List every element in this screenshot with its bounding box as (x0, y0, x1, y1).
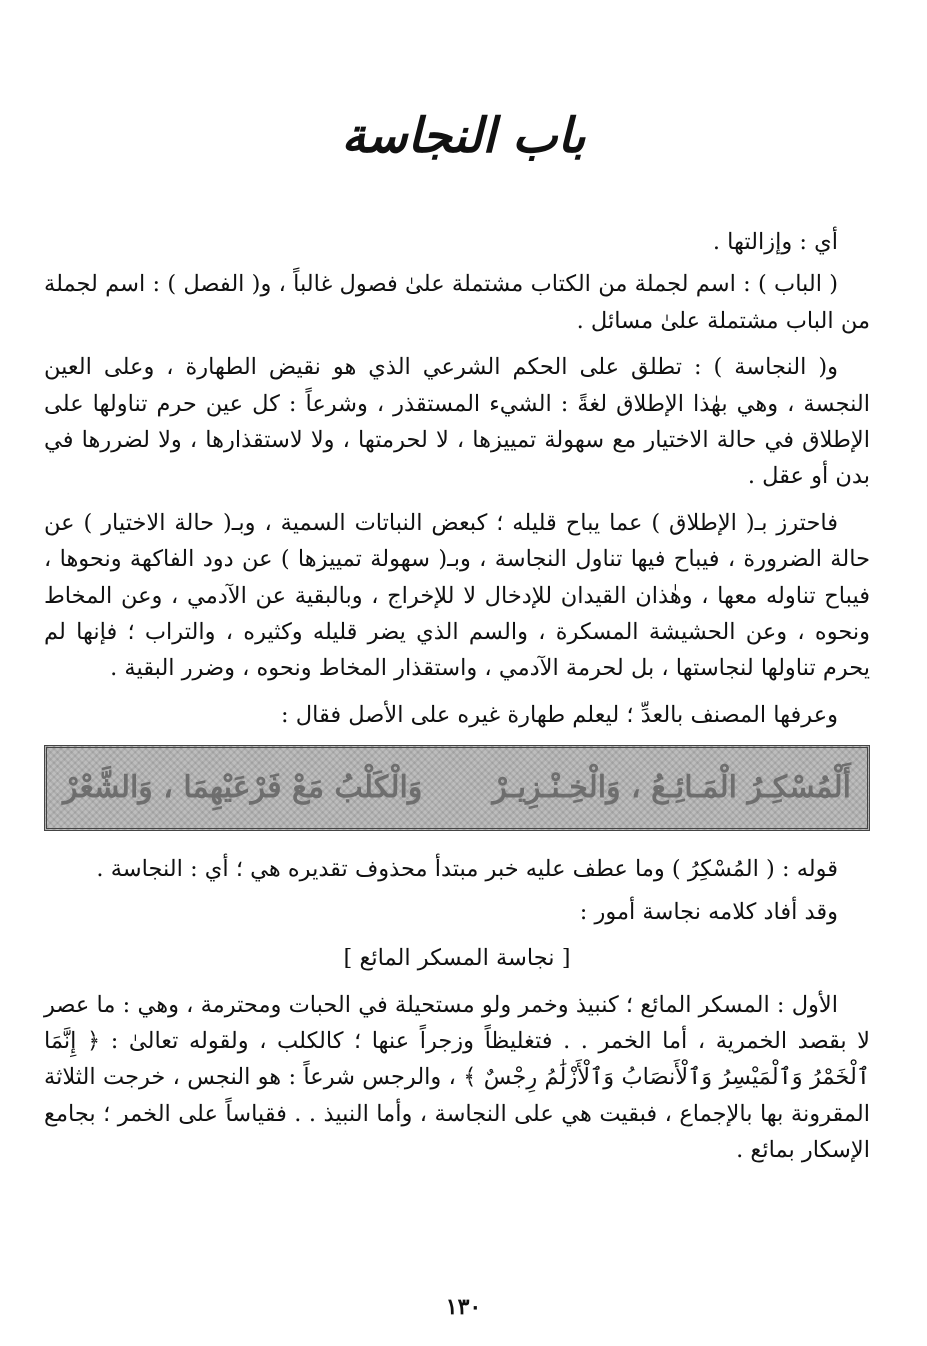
paragraph-8: الأول : المسكر المائع ؛ كنبيذ وخمر ولو مستحيلة في الحبات ومحترمة ، وهي : ما عصر لا بقصد الخمرية ، أما الخمر . . فتغليظاً وزجراً عنها ؛ كالكلب ، ولقوله تعالىٰ : ﴿ إِنَّمَا ٱلْخَمْرُ وَٱلْمَيْسِرُ وَٱلْأَنصَابُ وَٱلْأَزْلَٰمُ رِجْسٌ ﴾ ، والرجس شرعاً : هو النجس ، خرجت الثلاثة المقرونة بها بالإجماع ، فبقيت هي على النجاسة ، وأما النبيذ . . فقياساً على الخمر ؛ بجامع الإسكار بمائع . (44, 991, 870, 1164)
poem-hemistich-1: أَلْمُسْكِـرُ الْمَـائِـعُ ، وَالْخِـنْـزِيـرْ (492, 770, 851, 806)
paragraph-2: ( الباب ) : اسم لجملة من الكتاب مشتملة علىٰ فصول غالباً ، و( الفصل ) : اسم لجملة من الباب مشتملة علىٰ مسائل . (44, 271, 870, 334)
poem-verse-box (44, 745, 870, 831)
paragraph-1: أي : وإزالتها . (712, 229, 838, 255)
paragraph-6: قوله : ( المُسْكِرُ ) وما عطف عليه خبر مبتدأ محذوف تقديره هي ؛ أي : النجاسة . (96, 856, 838, 883)
paragraph-7: وقد أفاد كلامه نجاسة أمور : (579, 898, 838, 925)
page-number: ١٣٠ (445, 1294, 482, 1320)
chapter-title: باب النجاسة (341, 108, 586, 164)
paragraph-4: فاحترز بـ( الإطلاق ) عما يباح قليله ؛ كبعض النباتات السمية ، وبـ( حالة الاختيار ) عن حالة الضرورة ، فيباح فيها تناول النجاسة ، وبـ( سهولة تمييزها ) عن دود الفاكهة ونحوها ، فيباح تناوله معها ، وهٰذان القيدان للإدخال لا للإخراج ، وبالبقية عن الآدمي ، وعن المخاط ونحوه ، وعن الحشيشة المسكرة ، والسم الذي يضر قليله وكثيره ، والتراب ؛ فإنها لم يحرم تناولها لنجاستها ، بل لحرمة الآدمي ، واستقذار المخاط ونحوه ، وضرر البقية . (44, 509, 870, 682)
paragraph-3: و( النجاسة ) : تطلق على الحكم الشرعي الذي هو نقيض الطهارة ، وعلى العين النجسة ، وهي بهٰذا الإطلاق لغةً : الشيء المستقذر ، وشرعاً : كل عين حرم تناولها على الإطلاق في حالة الاختيار مع سهولة تمييزها ، لا لحرمتها ، ولا لاستقذارها ، ولا لضررها في بدن أو عقل . (44, 354, 870, 490)
paragraph-5: وعرفها المصنف بالعدِّ ؛ ليعلم طهارة غيره على الأصل فقال : (281, 701, 838, 728)
body-text (44, 224, 870, 1179)
section-heading: [ نجاسة المسكر المائع ] (343, 945, 571, 972)
poem-hemistich-2: وَالْكَلْبُ مَعْ فَرْعَيْهِمَا ، وَالشَّعْرْ (63, 770, 423, 806)
